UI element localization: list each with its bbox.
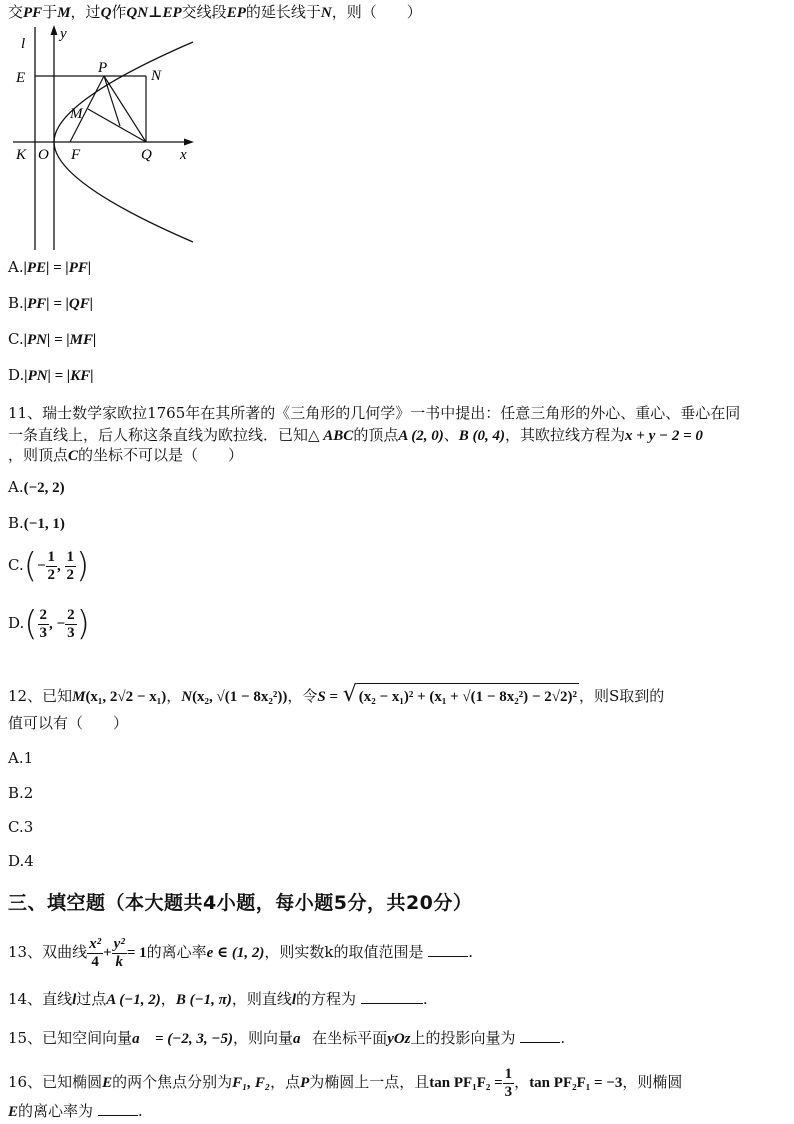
q10-option-c[interactable]: C.|PN| = |MF| bbox=[8, 330, 97, 348]
q14-answer-blank[interactable] bbox=[361, 1003, 423, 1004]
label-F: F bbox=[71, 147, 81, 163]
q13: 13、双曲线 $\frac{\text{x²}}{4}$ + $\frac{\text{y²}}{k}$ = 1的离心率e ∈ (1, 2)，则实数k的取值范围是 . bbox=[8, 935, 474, 970]
q10-stem-tail: 交PF于M，过Q作QN⊥EP交线段EP的延长线于N，则（ ） bbox=[8, 3, 422, 21]
q13-answer-blank[interactable] bbox=[428, 956, 468, 957]
label-O: O bbox=[38, 147, 49, 163]
label-P: P bbox=[98, 60, 108, 76]
q16-answer-blank[interactable] bbox=[98, 1115, 138, 1116]
q11-line-3: ，则顶点C的坐标不可以是（ ） bbox=[8, 446, 244, 464]
parabola-figure bbox=[8, 22, 198, 252]
q11-line-1: 11、瑞士数学家欧拉1765年在其所著的《三角形的几何学》一书中提出：任意三角形的外心、重心、垂心在同 bbox=[8, 404, 741, 422]
q12-line-2: 值可以有（ ） bbox=[8, 714, 129, 732]
q16-line-2: E的离心率为 . bbox=[8, 1102, 143, 1120]
q14: 14、直线l过点A (−1, 2)，B (−1, π)，则直线l的方程为 . bbox=[8, 990, 428, 1008]
section-heading: 三、填空题（本大题共4小题，每小题5分，共20分） bbox=[8, 892, 473, 914]
q11-option-c[interactable]: C.(− $\frac{1}{2}$ , $\frac{1}{2}$ ) bbox=[8, 546, 90, 586]
q15-answer-blank[interactable] bbox=[520, 1042, 560, 1043]
label-x: x bbox=[180, 147, 187, 163]
q12-option-c[interactable]: C.3 bbox=[8, 818, 34, 836]
label-y: y bbox=[60, 26, 67, 42]
q11-option-d[interactable]: D.( $\frac{2}{3}$ , − $\frac{2}{3}$ ) bbox=[8, 604, 90, 644]
q12-line-1: 12、已知M(x₁, 2√2 − x₁)，N(x₂, √(1 − 8x₂²))，令S = √ (x₂ − x₁)² + (x₁ + √(1 − 8x₂²) − 2√2)² ，则S取到的 bbox=[8, 682, 664, 710]
label-K: K bbox=[16, 147, 27, 163]
q11-option-a[interactable]: A.(−2, 2) bbox=[8, 478, 65, 496]
q15: 15、已知空间向量a⃗ = (−2, 3, −5)，则向量a⃗在坐标平面yOz上的投影向量为 . bbox=[8, 1029, 566, 1047]
q11-option-b[interactable]: B.(−1, 1) bbox=[8, 514, 65, 532]
q12-option-b[interactable]: B.2 bbox=[8, 784, 34, 802]
q16-line-1: 16、已知椭圆E的两个焦点分别为F₁, F₂，点P为椭圆上一点，且tan PF₁F₂ = $\frac{1}{3}$ ，tan PF₂F₁ = −3，则椭圆 bbox=[8, 1065, 683, 1100]
label-M: M bbox=[70, 106, 83, 122]
q11-line-2: 一条直线上，后人称这条直线为欧拉线．已知△ ABC的顶点A (2, 0)、B (0, 4)，其欧拉线方程为x + y − 2 = 0 bbox=[8, 426, 703, 444]
q10-option-a[interactable]: A.|PE| = |PF| bbox=[8, 258, 92, 276]
q12-option-d[interactable]: D.4 bbox=[8, 852, 34, 870]
label-l: l bbox=[21, 36, 26, 52]
q10-option-d[interactable]: D.|PN| = |KF| bbox=[8, 366, 94, 384]
q12-option-a[interactable]: A.1 bbox=[8, 749, 34, 767]
q10-option-b[interactable]: B.|PF| = |QF| bbox=[8, 294, 94, 312]
label-Q: Q bbox=[141, 147, 152, 163]
label-E: E bbox=[16, 70, 26, 86]
label-N: N bbox=[151, 68, 162, 84]
